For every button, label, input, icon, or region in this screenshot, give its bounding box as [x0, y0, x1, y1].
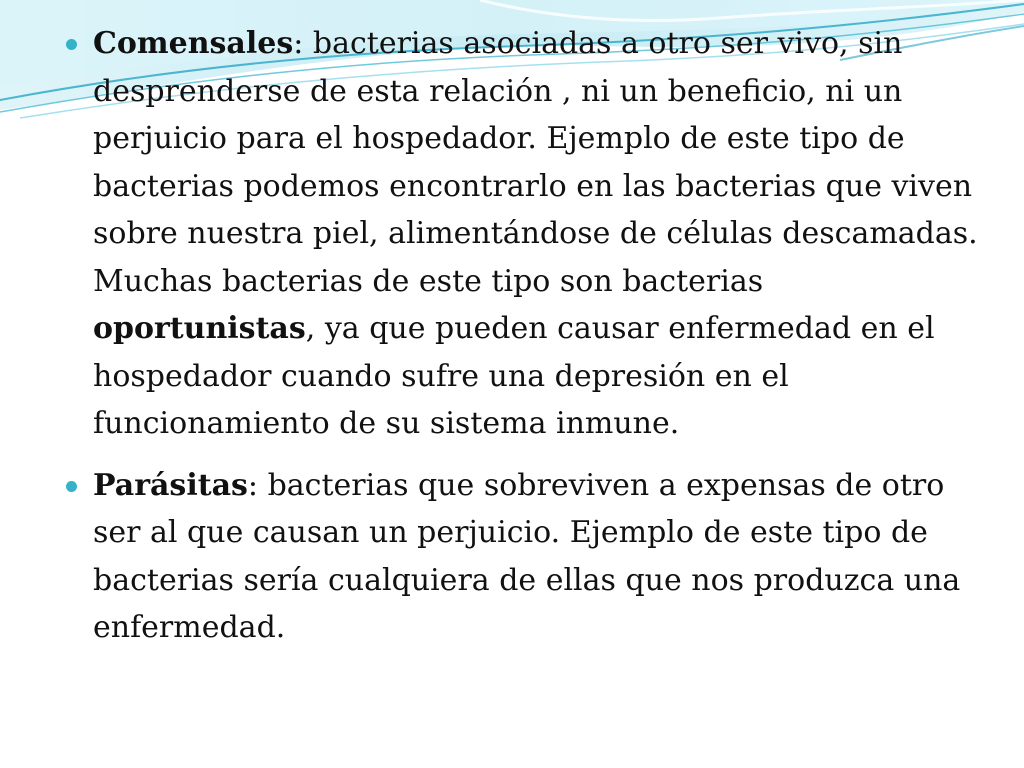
emphasis-oportunistas: oportunistas	[93, 311, 306, 346]
parasitas-description: : bacterias que sobreviven a expensas de otro ser al que causan un perjuicio. Ejemplo de este tipo de bacterias sería cualquiera de ellas que nos produzca una enfermedad.	[93, 467, 961, 645]
bullet-list	[62, 20, 982, 652]
bullet-item-comensales	[62, 20, 982, 448]
comensales-description-end: , ya que pueden causar enfermedad en el hospedador cuando sufre una depresión en el funcionamiento de su sistema inmune.	[93, 311, 935, 441]
comensales-description: : bacterias asociadas a otro ser vivo, sin desprenderse de esta relación , ni un beneficio, ni un perjuicio para el hospedador. Ejemplo de este tipo de bacterias podemos encontrarlo en las bacterias que viven sobre nuestra piel, alimentándose de células descamadas. Muchas bacterias de este tipo son bacterias	[93, 26, 978, 299]
slide-content	[62, 20, 982, 666]
term-comensales: Comensales	[93, 26, 294, 61]
term-parasitas: Parásitas	[93, 467, 248, 503]
bullet-item-parasitas	[62, 462, 982, 652]
bullet-dot-icon	[66, 481, 77, 492]
bullet-dot-icon	[66, 39, 77, 50]
